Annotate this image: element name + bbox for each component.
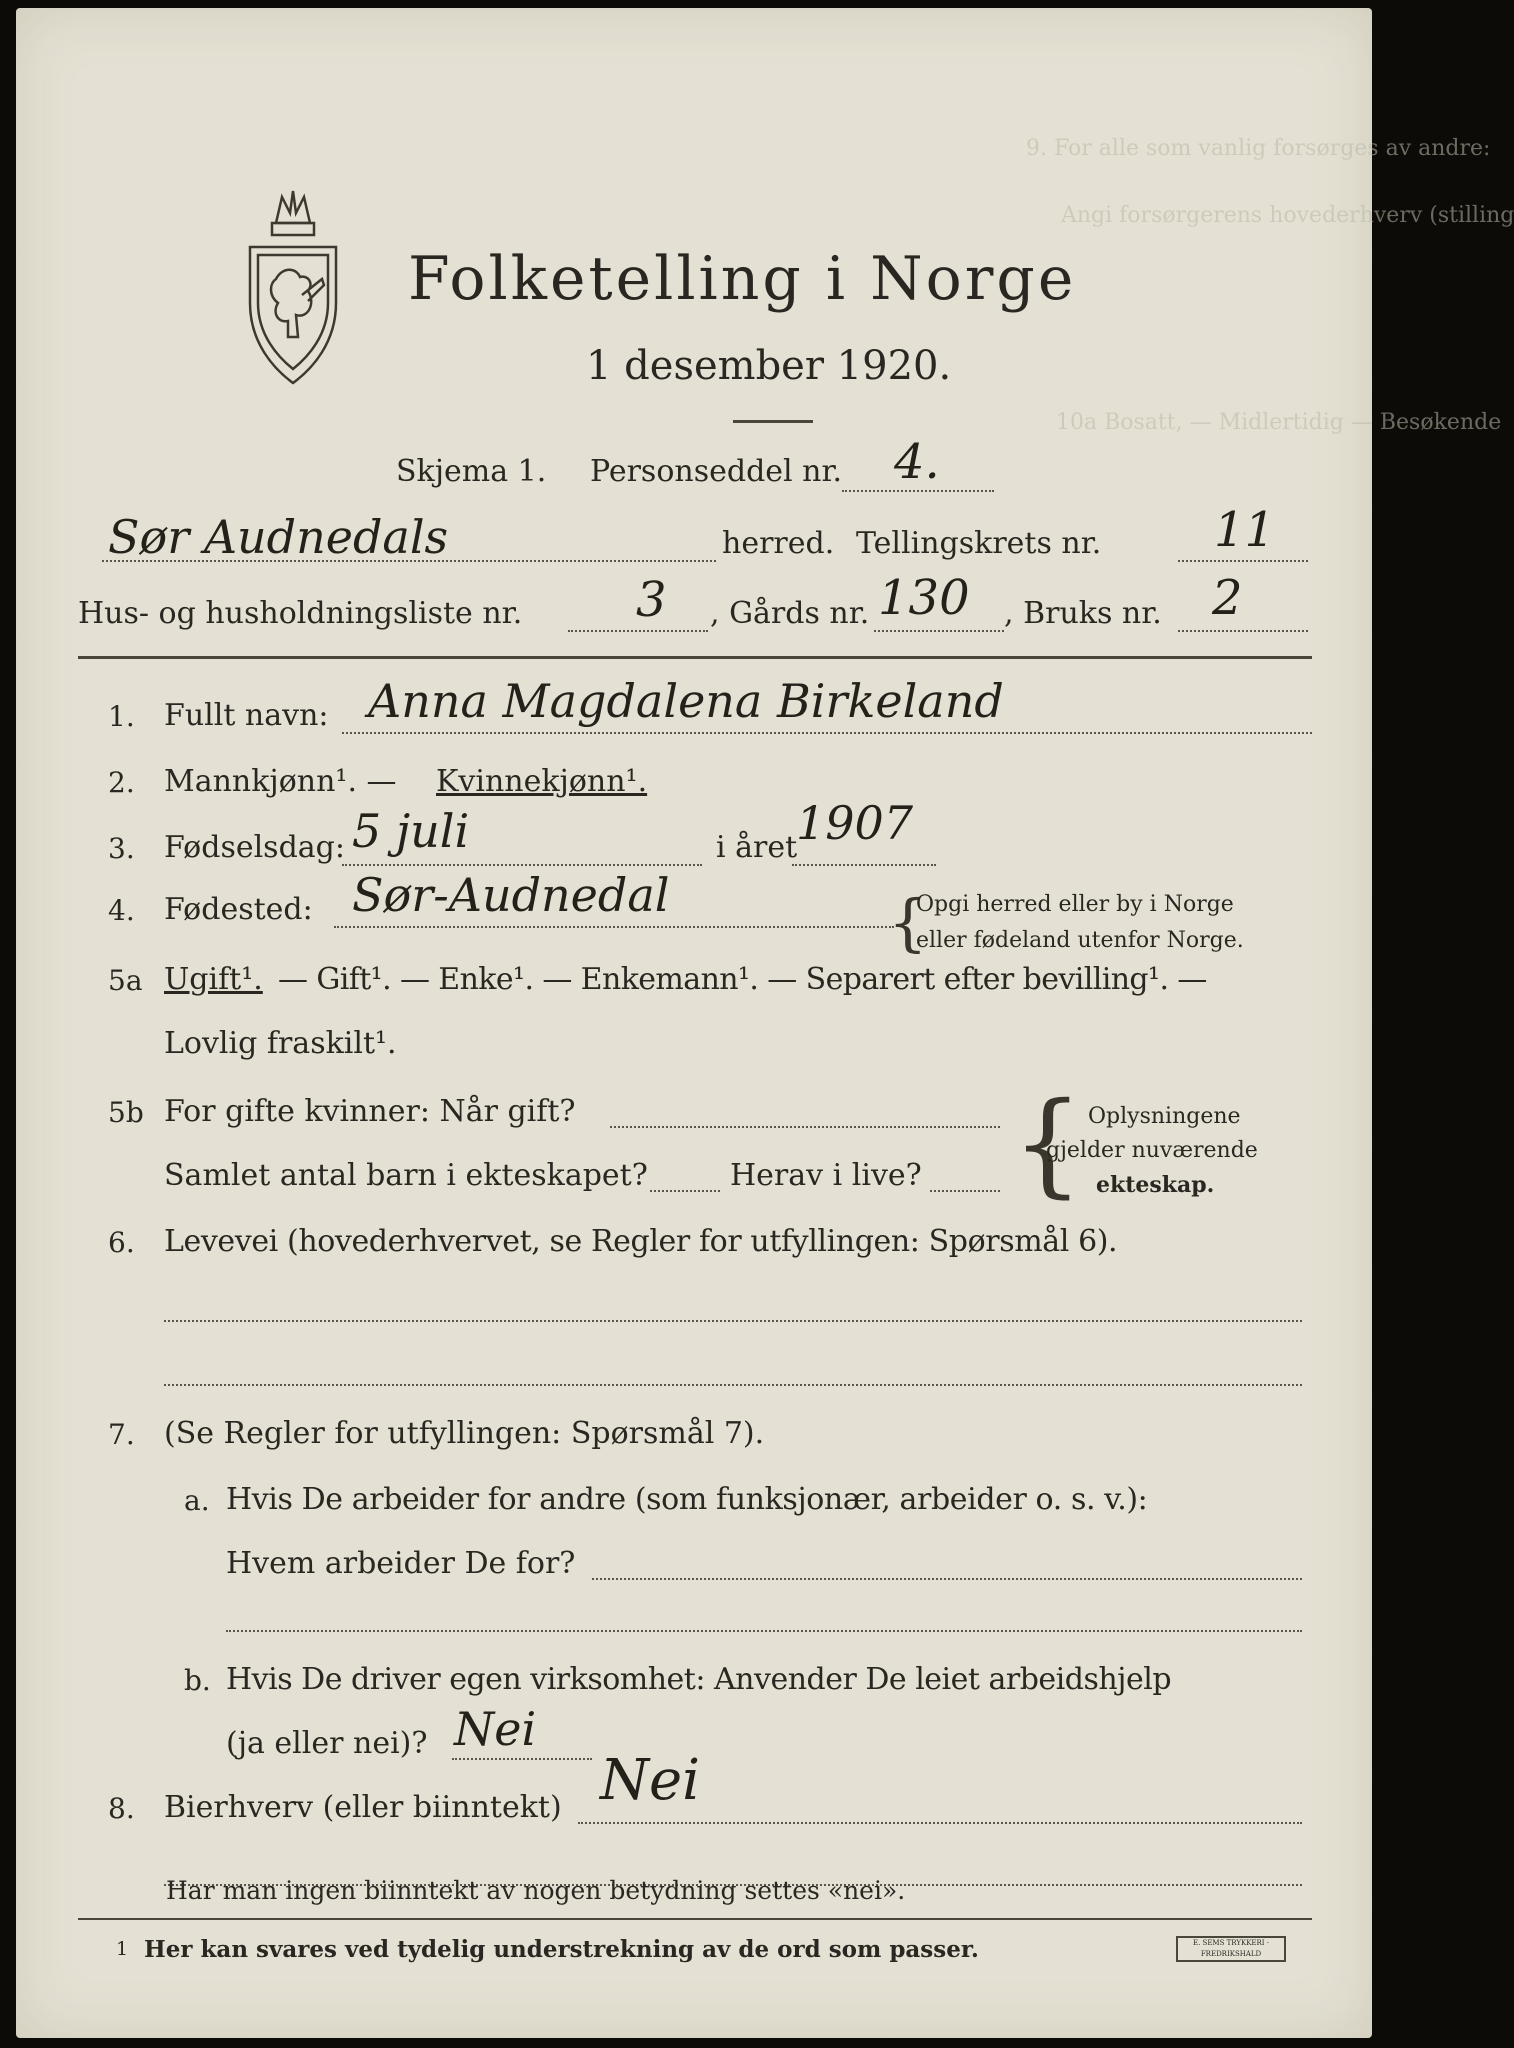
herred-label: herred. [722, 526, 835, 561]
marital-option-fraskilt[interactable]: Lovlig fraskilt¹. [164, 1026, 397, 1061]
bleed-through-text-1: 9. For alle som vanlig forsørges av andre: [1026, 136, 1491, 161]
bleed-through-text-2: Angi forsørgerens hovederhverv (stilling [1061, 203, 1514, 228]
full-name-value[interactable]: Anna Magdalena Birkeland [368, 674, 1004, 728]
skjema-label: Skjema 1. [396, 454, 547, 489]
bruks-label: , Bruks nr. [1004, 596, 1162, 631]
birthplace-note-brace: { [888, 886, 928, 959]
birth-year-label: i året [716, 830, 798, 865]
marital-options-other[interactable]: — Gift¹. — Enke¹. — Enkemann¹. — Separert efter bevilling¹. — [278, 962, 1207, 997]
printer-stamp: E. SEMS TRYKKERI · FREDRIKSHALD [1176, 1936, 1286, 1962]
birthplace-note-line-1: Opgi herred eller by i Norge [916, 892, 1234, 917]
married-when-field[interactable] [610, 1126, 1000, 1128]
marriage-note-line-1: Oplysningene [1088, 1104, 1241, 1129]
marriage-note-line-2: gjelder nuværende [1046, 1138, 1258, 1163]
coat-of-arms-icon [238, 183, 348, 393]
children-count-field[interactable] [650, 1190, 720, 1192]
marriage-note-line-3: ekteskap. [1096, 1172, 1215, 1198]
occupation-field-line-2[interactable] [164, 1384, 1302, 1386]
gards-number[interactable]: 130 [878, 570, 970, 626]
marital-option-ugift[interactable]: Ugift¹. [164, 962, 263, 997]
birthplace-value[interactable]: Sør-Audnedal [352, 868, 670, 922]
marriage-note-brace: { [1012, 1079, 1084, 1209]
employer-field-line-2[interactable] [226, 1630, 1302, 1632]
question-7-label: (Se Regler for utfyllingen: Spørsmål 7). [164, 1416, 765, 1451]
personseddel-number[interactable]: 4. [894, 434, 940, 490]
census-date: 1 desember 1920. [586, 343, 952, 389]
birthplace-note-line-2: eller fødeland utenfor Norge. [916, 928, 1244, 953]
full-name-label: Fullt navn: [164, 698, 329, 733]
question-number-4: 4. [108, 894, 135, 927]
question-7a-label: Hvis De arbeider for andre (som funksjonær, arbeider o. s. v.): [226, 1482, 1148, 1517]
side-income-note: Har man ingen biinntekt av nogen betydning settes «nei». [166, 1876, 906, 1905]
birth-year-value[interactable]: 1907 [796, 796, 914, 850]
question-number-6: 6. [108, 1226, 135, 1259]
question-7a-letter: a. [184, 1484, 210, 1517]
married-when-label: For gifte kvinner: Når gift? [164, 1094, 576, 1129]
husholdningsliste-number[interactable]: 3 [636, 572, 667, 628]
form-title: Folketelling i Norge [408, 244, 1077, 314]
header-separator [78, 656, 1312, 659]
tellingskrets-number[interactable]: 11 [1214, 502, 1276, 558]
bleed-through-text-3: 10a Bosatt, — Midlertidig — Besøkende [1056, 410, 1502, 435]
employer-field[interactable] [592, 1578, 1302, 1580]
question-number-1: 1. [108, 700, 135, 733]
footer-separator [78, 1918, 1312, 1920]
census-form-sheet [16, 8, 1514, 2038]
bruks-number[interactable]: 2 [1212, 570, 1243, 626]
birthdate-value[interactable]: 5 juli [352, 804, 470, 858]
question-number-7: 7. [108, 1418, 135, 1451]
children-alive-field[interactable] [930, 1190, 1000, 1192]
birthplace-label: Fødested: [164, 892, 313, 927]
occupation-label: Levevei (hovederhvervet, se Regler for utfyllingen: Spørsmål 6). [164, 1224, 1118, 1259]
question-number-3: 3. [108, 832, 135, 865]
title-divider [733, 420, 813, 423]
hired-help-value[interactable]: Nei [454, 1702, 537, 1756]
occupation-field-line-1[interactable] [164, 1320, 1302, 1322]
birthdate-label: Fødselsdag: [164, 830, 345, 865]
gender-option-female[interactable]: Kvinnekjønn¹. [436, 764, 648, 799]
question-number-5a: 5a [108, 964, 143, 997]
personseddel-label: Personseddel nr. [590, 454, 843, 489]
tellingskrets-label: Tellingskrets nr. [856, 526, 1102, 561]
children-alive-label: Herav i live? [730, 1158, 922, 1193]
husholdningsliste-label: Hus- og husholdningsliste nr. [78, 596, 523, 631]
herred-name[interactable]: Sør Audnedals [108, 510, 449, 564]
footnote-text: Her kan svares ved tydelig understrekning av de ord som passer. [144, 1936, 979, 1963]
side-income-value[interactable]: Nei [600, 1748, 701, 1813]
footnote-mark: 1 [116, 1938, 129, 1960]
hired-help-label: (ja eller nei)? [226, 1726, 428, 1761]
side-income-label: Bierhverv (eller biinntekt) [164, 1790, 562, 1825]
question-number-8: 8. [108, 1792, 135, 1825]
gards-label: , Gårds nr. [710, 596, 870, 631]
question-number-2: 2. [108, 766, 135, 799]
employer-label: Hvem arbeider De for? [226, 1546, 576, 1581]
gender-option-male[interactable]: Mannkjønn¹. — [164, 764, 397, 799]
children-count-label: Samlet antal barn i ekteskapet? [164, 1158, 648, 1193]
question-number-5b: 5b [108, 1096, 144, 1129]
question-7b-label: Hvis De driver egen virksomhet: Anvender De leiet arbeidshjelp [226, 1662, 1172, 1697]
question-7b-letter: b. [184, 1664, 211, 1697]
